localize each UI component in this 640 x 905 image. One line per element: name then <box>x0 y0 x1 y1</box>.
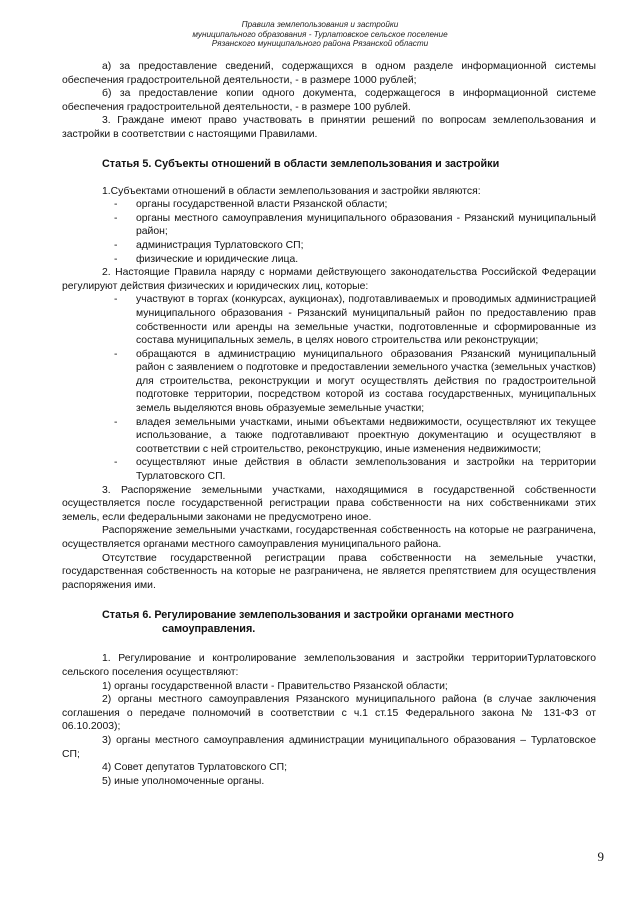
list-item: - физические и юридические лица. <box>62 253 596 267</box>
article-5-title: Статья 5. Субъекты отношений в области землепользования и застройки <box>102 157 500 170</box>
list-item: - владея земельными участками, иными объектами недвижимости, осуществляют их текущее использование, а также подготавливают проектную документацию и осуществляют в соответствии с ней строительство, реконструкцию, иные изменения недвижимости; <box>62 416 596 457</box>
article-6-item-1: 1) органы государственной власти - Правительство Рязанской области; <box>102 680 448 692</box>
article-6-item-5: 5) иные уполномоченные органы. <box>102 775 265 787</box>
article-5-p2-list <box>62 293 596 483</box>
article-6-item-4: 4) Совет депутатов Турлатовского СП; <box>102 762 287 774</box>
article-5-p2-intro: 2. Настоящие Правила наряду с нормами действующего законодательства Российской Федерации регулируют действия физических и юридических лиц, которые: <box>62 267 596 292</box>
running-header <box>0 20 640 49</box>
article-6-title-line-2: самоуправления. <box>162 623 256 636</box>
article-6-item-2: 2) органы местного самоуправления Рязанского муниципального района (в случае заключения соглашения о передаче полномочий в соответствии с ч.1 ст.15 Федерального закона № 131-ФЗ от 06.10.2003); <box>62 694 596 733</box>
page-number: 9 <box>597 849 604 864</box>
article-5-p1-list <box>62 198 596 266</box>
paragraph-a: а) за предоставление сведений, содержащихся в одном разделе информационной системы обеспечения градостроительной деятельности, - в размере 1000 рублей; <box>62 61 596 86</box>
document-body <box>62 60 596 788</box>
list-item: - органы государственной власти Рязанской области; <box>62 198 596 212</box>
list-item: - администрация Турлатовского СП; <box>62 239 596 253</box>
article-5-p3: 3. Распоряжение земельными участками, находящимися в государственной собственности осуществляется после государственной регистрации права собственности на них собственниками этих земель, если федеральными законами не предусмотрено иное. <box>62 484 596 523</box>
paragraph-b: б) за предоставление копии одного документа, содержащегося в информационной системе обеспечения градостроительной деятельности, - в размере 100 рублей. <box>62 88 596 113</box>
list-item: - органы местного самоуправления муниципального образования - Рязанский муниципальный район; <box>62 212 596 239</box>
header-line-2: муниципального образования - Турлатовское сельское поселение <box>192 29 448 39</box>
list-item: - осуществляют иные действия в области землепользования и застройки на территории Турлатовского СП. <box>62 456 596 483</box>
list-item: - участвуют в торгах (конкурсах, аукционах), подготавливаемых и проводимых администрацией муниципального образования - Рязанский муниципальный район по предоставлению прав собственности или аренды на земельные участки, подготовленные и сформированные из состава муниципальных земель, в целях нового строительства или реконструкции; <box>62 293 596 347</box>
header-line-1: Правила землепользования и застройки <box>241 20 399 29</box>
article-5-p5: Отсутствие государственной регистрации права собственности на земельные участки, государственная собственность на которые не разграничена, не является препятствием для осуществления распоряжения ими. <box>62 552 596 591</box>
article-5-p1-intro: 1.Субъектами отношений в области землепользования и застройки являются: <box>102 185 481 197</box>
article-5-p4: Распоряжение земельными участками, государственная собственность на которые не разграничена, осуществляется органами местного самоуправления муниципального района. <box>62 525 596 550</box>
article-6-p1: 1. Регулирование и контролирование землепользования и застройки территорииТурлатовского сельского поселения осуществляют: <box>62 653 596 678</box>
paragraph-3: 3. Граждане имеют право участвовать в принятии решений по вопросам землепользования и застройки в соответствии с настоящими Правилами. <box>62 115 596 140</box>
header-line-3: Рязанского муниципального района Рязанской области <box>211 39 429 49</box>
article-6-item-3: 3) органы местного самоуправления администрации муниципального образования – Турлатовское СП; <box>62 734 596 760</box>
list-item: - обращаются в администрацию муниципального образования Рязанский муниципальный район с заявлением о подготовке и предоставлении земельного участка (земельных участков) для строительства, реконструкции и могут осуществлять действия по градостроительной подготовке территории, посредством которой из состава государственных, муниципальных земель выделяются вновь образуемые земельные участки; <box>62 348 596 416</box>
article-6-title <box>102 608 596 636</box>
article-6-title-line-1: Статья 6. Регулирование землепользования и застройки органами местного <box>102 609 514 622</box>
